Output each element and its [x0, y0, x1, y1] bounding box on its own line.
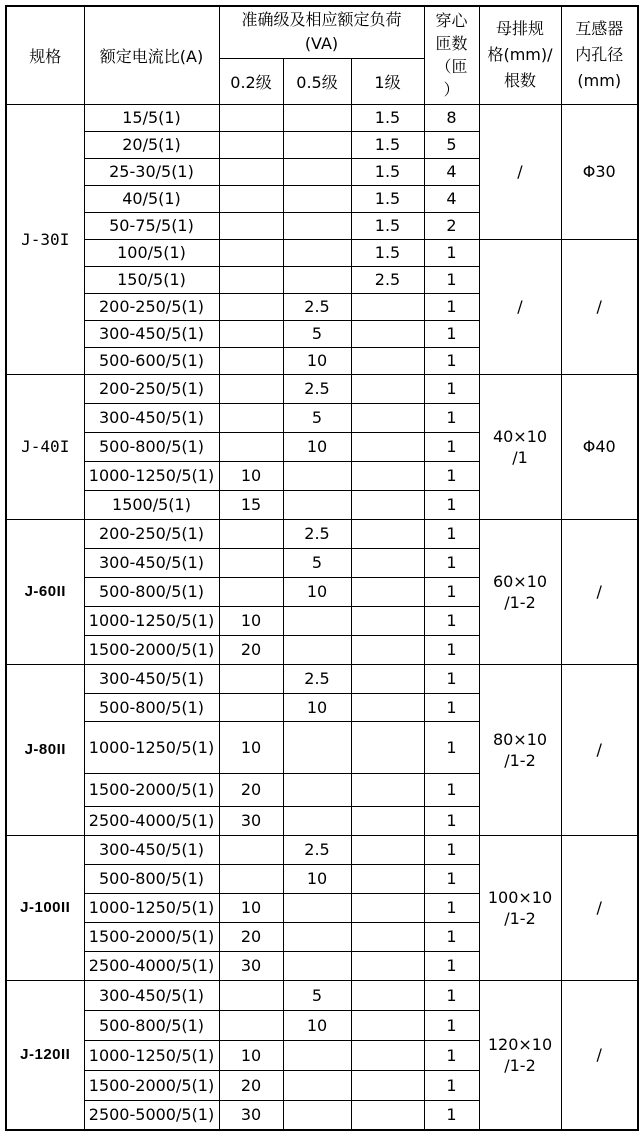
turns-cell: 2	[424, 212, 479, 239]
busbar-line: /	[517, 162, 523, 181]
busbar-line: 100×10	[487, 887, 553, 907]
class-1-cell: 1.5	[351, 212, 424, 239]
ratio-cell: 500-600/5(1)	[84, 347, 219, 374]
class-0-5-cell: 10	[283, 1010, 351, 1040]
class-0-5-cell	[283, 185, 351, 212]
class-1-cell: 1.5	[351, 185, 424, 212]
ratio-cell: 1000-1250/5(1)	[84, 461, 219, 490]
class-1-cell	[351, 1100, 424, 1130]
ratio-cell: 300-450/5(1)	[84, 548, 219, 577]
table-row	[6, 239, 638, 266]
group-j-120ii	[6, 980, 638, 1130]
turns-cell: 1	[424, 606, 479, 635]
spec-table	[5, 5, 639, 1131]
header-turns	[424, 6, 479, 104]
class-1-cell	[351, 864, 424, 893]
header-busbar-line: 格(mm)/	[487, 45, 553, 65]
class-0-5-cell	[283, 158, 351, 185]
class-0-5-cell	[283, 893, 351, 922]
ratio-cell: 2500-4000/5(1)	[84, 951, 219, 980]
class-1-cell	[351, 1010, 424, 1040]
class-0-5-cell: 2.5	[283, 664, 351, 693]
bore-cell: /	[561, 835, 638, 980]
table-row	[6, 374, 638, 403]
class-0-5-cell	[283, 635, 351, 664]
turns-cell: 1	[424, 432, 479, 461]
table-row	[6, 835, 638, 864]
table-row	[6, 980, 638, 1010]
header-busbar	[479, 6, 561, 104]
header-ratio: 额定电流比(A)	[84, 6, 219, 104]
class-0-2-cell: 10	[219, 461, 283, 490]
class-1-cell	[351, 806, 424, 835]
turns-cell: 1	[424, 980, 479, 1010]
class-1-cell	[351, 374, 424, 403]
class-1-cell	[351, 403, 424, 432]
turns-cell: 1	[424, 635, 479, 664]
ratio-cell: 300-450/5(1)	[84, 403, 219, 432]
group-j-100ii	[6, 835, 638, 980]
busbar-cell	[479, 980, 561, 1130]
class-0-2-cell	[219, 548, 283, 577]
class-0-5-cell: 2.5	[283, 519, 351, 548]
ratio-cell: 25-30/5(1)	[84, 158, 219, 185]
table-header	[6, 6, 638, 104]
table-row	[6, 104, 638, 131]
ratio-cell: 1000-1250/5(1)	[84, 721, 219, 773]
spec-label: J-100II	[6, 835, 84, 980]
turns-cell: 1	[424, 773, 479, 806]
class-0-5-cell	[283, 606, 351, 635]
ratio-cell: 300-450/5(1)	[84, 664, 219, 693]
class-0-2-cell	[219, 347, 283, 374]
ratio-cell: 40/5(1)	[84, 185, 219, 212]
busbar-line: 60×10	[492, 571, 548, 591]
turns-cell: 1	[424, 374, 479, 403]
ratio-cell: 1500-2000/5(1)	[84, 773, 219, 806]
class-0-2-cell	[219, 104, 283, 131]
ratio-cell: 200-250/5(1)	[84, 374, 219, 403]
turns-cell: 1	[424, 1040, 479, 1070]
ratio-cell: 500-800/5(1)	[84, 577, 219, 606]
spec-label: J-60II	[6, 519, 84, 664]
class-0-5-cell	[283, 721, 351, 773]
class-0-5-cell: 5	[283, 548, 351, 577]
ratio-cell: 2500-5000/5(1)	[84, 1100, 219, 1130]
class-0-2-cell: 15	[219, 490, 283, 519]
spec-label: J-80II	[6, 664, 84, 835]
class-0-5-cell: 10	[283, 864, 351, 893]
turns-cell: 4	[424, 158, 479, 185]
turns-cell: 5	[424, 131, 479, 158]
turns-cell: 1	[424, 664, 479, 693]
turns-cell: 1	[424, 320, 479, 347]
class-0-2-cell	[219, 293, 283, 320]
spec-label: J-120II	[6, 980, 84, 1130]
turns-cell: 1	[424, 266, 479, 293]
class-1-cell	[351, 893, 424, 922]
turns-cell: 1	[424, 1070, 479, 1100]
ratio-cell: 200-250/5(1)	[84, 293, 219, 320]
header-class-1: 1级	[351, 58, 424, 104]
ratio-cell: 200-250/5(1)	[84, 519, 219, 548]
class-0-5-cell: 5	[283, 320, 351, 347]
class-1-cell: 1.5	[351, 131, 424, 158]
header-class-0-5: 0.5级	[283, 58, 351, 104]
class-0-5-cell: 2.5	[283, 374, 351, 403]
class-0-2-cell	[219, 519, 283, 548]
class-1-cell	[351, 635, 424, 664]
class-0-5-cell	[283, 131, 351, 158]
class-1-cell	[351, 320, 424, 347]
class-0-2-cell: 10	[219, 893, 283, 922]
busbar-line: /	[517, 297, 523, 316]
group-j-30i	[6, 104, 638, 374]
class-0-5-cell	[283, 922, 351, 951]
busbar-line: /1-2	[504, 908, 536, 928]
turns-cell: 1	[424, 693, 479, 721]
class-0-2-cell	[219, 266, 283, 293]
class-0-2-cell	[219, 1010, 283, 1040]
class-0-2-cell	[219, 374, 283, 403]
class-1-cell	[351, 721, 424, 773]
ratio-cell: 1500-2000/5(1)	[84, 635, 219, 664]
class-0-2-cell	[219, 158, 283, 185]
class-1-cell	[351, 1070, 424, 1100]
class-1-cell	[351, 773, 424, 806]
busbar-line: 40×10	[492, 426, 548, 446]
class-1-cell	[351, 519, 424, 548]
class-1-cell	[351, 577, 424, 606]
spec-label: J-40I	[6, 374, 84, 519]
header-bore-line: (mm)	[577, 71, 622, 91]
turns-cell: 1	[424, 806, 479, 835]
table-row	[6, 519, 638, 548]
ratio-cell: 300-450/5(1)	[84, 835, 219, 864]
spec-label: J-30I	[6, 104, 84, 374]
class-0-5-cell	[283, 1070, 351, 1100]
busbar-cell	[479, 239, 561, 374]
turns-cell: 1	[424, 293, 479, 320]
class-1-cell	[351, 461, 424, 490]
class-0-2-cell: 20	[219, 635, 283, 664]
class-1-cell	[351, 922, 424, 951]
class-1-cell	[351, 951, 424, 980]
class-0-2-cell: 20	[219, 1070, 283, 1100]
turns-cell: 1	[424, 490, 479, 519]
turns-cell: 1	[424, 461, 479, 490]
class-1-cell	[351, 980, 424, 1010]
bore-cell: Φ40	[561, 374, 638, 519]
class-0-2-cell: 10	[219, 606, 283, 635]
ratio-cell: 500-800/5(1)	[84, 693, 219, 721]
group-j-60ii	[6, 519, 638, 664]
class-0-5-cell	[283, 951, 351, 980]
turns-cell: 1	[424, 893, 479, 922]
ratio-cell: 500-800/5(1)	[84, 864, 219, 893]
class-0-5-cell	[283, 806, 351, 835]
busbar-line: 80×10	[492, 729, 548, 749]
class-0-2-cell	[219, 864, 283, 893]
ratio-cell: 1500/5(1)	[84, 490, 219, 519]
class-1-cell	[351, 490, 424, 519]
busbar-cell	[479, 519, 561, 664]
class-0-5-cell: 2.5	[283, 293, 351, 320]
header-turns-line: ）	[443, 80, 460, 100]
ratio-cell: 2500-4000/5(1)	[84, 806, 219, 835]
class-1-cell	[351, 1040, 424, 1070]
class-0-5-cell	[283, 1100, 351, 1130]
class-0-2-cell: 30	[219, 1100, 283, 1130]
class-0-2-cell	[219, 131, 283, 158]
ratio-cell: 15/5(1)	[84, 104, 219, 131]
class-1-cell	[351, 664, 424, 693]
header-accuracy-unit: (VA)	[304, 34, 339, 54]
class-0-5-cell: 10	[283, 432, 351, 461]
turns-cell: 1	[424, 1100, 479, 1130]
group-j-80ii	[6, 664, 638, 835]
busbar-cell	[479, 374, 561, 519]
class-0-2-cell	[219, 185, 283, 212]
turns-cell: 1	[424, 1010, 479, 1040]
ratio-cell: 20/5(1)	[84, 131, 219, 158]
bore-cell: /	[561, 519, 638, 664]
ratio-cell: 1000-1250/5(1)	[84, 1040, 219, 1070]
group-j-40i	[6, 374, 638, 519]
class-0-2-cell	[219, 320, 283, 347]
class-1-cell	[351, 835, 424, 864]
class-0-2-cell	[219, 980, 283, 1010]
header-class-0-2: 0.2级	[219, 58, 283, 104]
busbar-line: /1-2	[504, 592, 536, 612]
class-0-5-cell: 2.5	[283, 835, 351, 864]
busbar-line: 120×10	[487, 1034, 553, 1054]
class-0-5-cell: 5	[283, 403, 351, 432]
turns-cell: 4	[424, 185, 479, 212]
header-busbar-line: 根数	[503, 71, 536, 91]
busbar-line: /1-2	[504, 1055, 536, 1075]
class-0-5-cell: 10	[283, 347, 351, 374]
header-turns-line: （匝	[435, 57, 468, 77]
class-0-2-cell	[219, 664, 283, 693]
header-row-top	[6, 6, 638, 58]
ratio-cell: 1000-1250/5(1)	[84, 893, 219, 922]
busbar-cell	[479, 664, 561, 835]
ratio-cell: 300-450/5(1)	[84, 320, 219, 347]
class-0-5-cell	[283, 266, 351, 293]
class-0-5-cell: 10	[283, 577, 351, 606]
class-0-5-cell	[283, 104, 351, 131]
class-1-cell	[351, 606, 424, 635]
ratio-cell: 500-800/5(1)	[84, 1010, 219, 1040]
turns-cell: 1	[424, 922, 479, 951]
bore-cell: /	[561, 980, 638, 1130]
class-0-5-cell	[283, 239, 351, 266]
class-0-2-cell	[219, 432, 283, 461]
class-1-cell: 1.5	[351, 104, 424, 131]
class-0-2-cell	[219, 577, 283, 606]
ratio-cell: 50-75/5(1)	[84, 212, 219, 239]
class-1-cell	[351, 432, 424, 461]
busbar-cell	[479, 835, 561, 980]
class-0-5-cell	[283, 773, 351, 806]
header-bore-line: 互感器	[575, 19, 624, 39]
class-0-2-cell: 30	[219, 806, 283, 835]
turns-cell: 1	[424, 347, 479, 374]
class-0-5-cell	[283, 1040, 351, 1070]
busbar-cell	[479, 104, 561, 239]
turns-cell: 1	[424, 721, 479, 773]
header-spec: 规格	[6, 6, 84, 104]
class-0-2-cell: 10	[219, 721, 283, 773]
turns-cell: 1	[424, 577, 479, 606]
table-row	[6, 664, 638, 693]
turns-cell: 1	[424, 835, 479, 864]
ratio-cell: 300-450/5(1)	[84, 980, 219, 1010]
class-1-cell	[351, 293, 424, 320]
bore-cell: Φ30	[561, 104, 638, 239]
class-0-2-cell: 10	[219, 1040, 283, 1070]
class-0-2-cell: 20	[219, 922, 283, 951]
header-accuracy	[219, 6, 424, 58]
class-0-2-cell: 20	[219, 773, 283, 806]
busbar-line: /1	[512, 447, 528, 467]
turns-cell: 1	[424, 403, 479, 432]
turns-cell: 1	[424, 519, 479, 548]
class-0-2-cell	[219, 403, 283, 432]
class-0-5-cell: 5	[283, 980, 351, 1010]
class-0-2-cell	[219, 212, 283, 239]
header-busbar-line: 母排规	[495, 19, 544, 39]
class-0-2-cell	[219, 693, 283, 721]
class-0-2-cell	[219, 239, 283, 266]
class-0-5-cell	[283, 461, 351, 490]
class-0-5-cell	[283, 490, 351, 519]
ratio-cell: 100/5(1)	[84, 239, 219, 266]
class-1-cell	[351, 548, 424, 577]
turns-cell: 1	[424, 548, 479, 577]
class-0-5-cell: 10	[283, 693, 351, 721]
header-turns-line: 穿心	[435, 11, 468, 31]
ratio-cell: 1500-2000/5(1)	[84, 1070, 219, 1100]
turns-cell: 1	[424, 864, 479, 893]
class-1-cell	[351, 347, 424, 374]
ratio-cell: 500-800/5(1)	[84, 432, 219, 461]
ratio-cell: 1500-2000/5(1)	[84, 922, 219, 951]
class-1-cell: 1.5	[351, 239, 424, 266]
turns-cell: 1	[424, 951, 479, 980]
ratio-cell: 150/5(1)	[84, 266, 219, 293]
ratio-cell: 1000-1250/5(1)	[84, 606, 219, 635]
header-bore-line: 内孔径	[575, 45, 624, 65]
class-1-cell: 2.5	[351, 266, 424, 293]
class-1-cell: 1.5	[351, 158, 424, 185]
header-bore	[561, 6, 638, 104]
turns-cell: 8	[424, 104, 479, 131]
bore-cell: /	[561, 664, 638, 835]
turns-cell: 1	[424, 239, 479, 266]
class-0-2-cell: 30	[219, 951, 283, 980]
class-0-2-cell	[219, 835, 283, 864]
class-1-cell	[351, 693, 424, 721]
bore-cell: /	[561, 239, 638, 374]
header-turns-line: 匝数	[435, 34, 468, 54]
class-0-5-cell	[283, 212, 351, 239]
busbar-line: /1-2	[504, 750, 536, 770]
header-accuracy-title: 准确级及相应额定负荷	[241, 10, 402, 30]
